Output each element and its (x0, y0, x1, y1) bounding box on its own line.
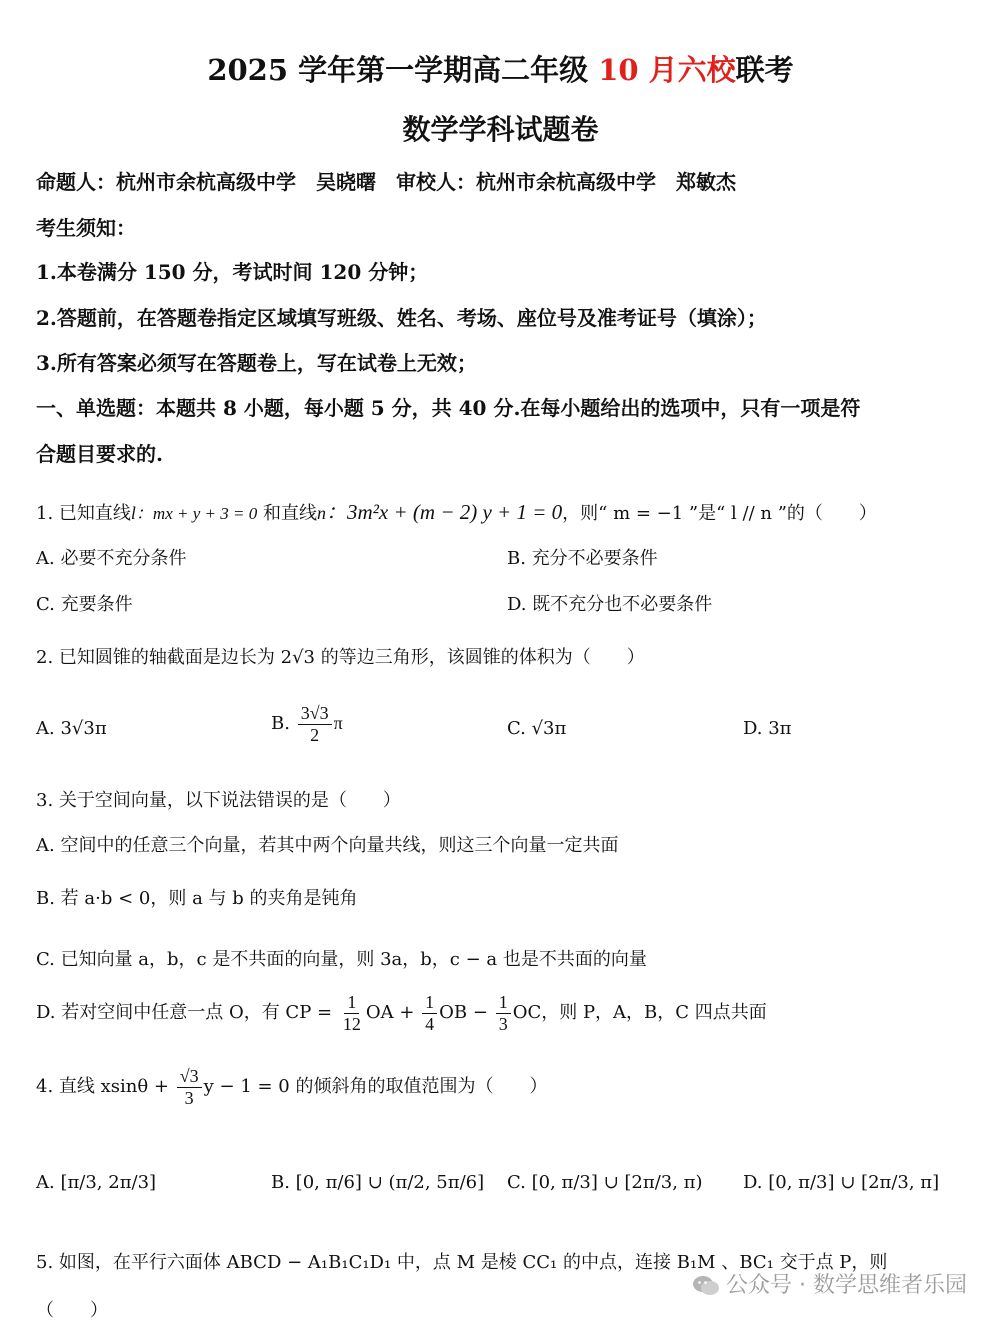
question-5-paren: （ ） (36, 1300, 108, 1321)
q4-option-a: A. [π/3, 2π/3] (36, 1172, 157, 1193)
q1-option-b: B. 充分不必要条件 (507, 548, 658, 569)
authors-line: 命题人：杭州市余杭高级中学 吴晓曙 审校人：杭州市余杭高级中学 郑敏杰 (36, 170, 736, 194)
question-1-stem: 1. 已知直线l：mx + y + 3 = 0 和直线n：3m²x + (m − 2) y + 1 = 0，则“ m = −1 ”是“ l // n ”的（ ） (36, 500, 877, 524)
question-2-stem: 2. 已知圆锥的轴截面是边长为 2√3 的等边三角形，该圆锥的体积为（ ） (36, 647, 645, 668)
q3-option-c: C. 已知向量 a，b，c 是不共面的向量，则 3a，b，c − a 也是不共面的向量 (36, 949, 647, 970)
q4-option-b: B. [0, π/6] ∪ (π/2, 5π/6] (271, 1172, 485, 1193)
q1-option-c: C. 充要条件 (36, 594, 133, 615)
exam-title (0, 48, 1001, 89)
q3-option-d: D. 若对空间中任意一点 O，有 CP = $\frac{1}{12}$ OA + $\frac{1}{4}$ OB − $\frac{1}{3}$ OC，则 P，A，B，C 四点共面 (36, 992, 767, 1034)
question-3-stem: 3. 关于空间向量，以下说法错误的是（ ） (36, 790, 401, 811)
section-heading-line2: 合题目要求的. (36, 442, 163, 466)
q2-option-d: D. 3π (743, 718, 792, 739)
q4-option-c: C. [0, π/3] ∪ [2π/3, π) (507, 1172, 703, 1193)
title-part2: 联考 (735, 53, 794, 87)
q1-option-d: D. 既不充分也不必要条件 (507, 594, 713, 615)
title-highlight: 10 月六校 (598, 53, 736, 87)
q3-option-b: B. 若 a·b < 0，则 a 与 b 的夹角是钝角 (36, 888, 358, 909)
q1-option-a: A. 必要不充分条件 (36, 548, 187, 569)
q3-option-a: A. 空间中的任意三个向量，若其中两个向量共线，则这三个向量一定共面 (36, 835, 619, 856)
section-heading-line1: 一、单选题：本题共 8 小题，每小题 5 分，共 40 分.在每小题给出的选项中，只有一项是符 (36, 396, 861, 420)
exam-subtitle: 数学学科试题卷 (402, 113, 599, 146)
title-part1: 2025 学年第一学期高二年级 (207, 53, 599, 87)
watermark (692, 1268, 967, 1299)
notice-2: 2.答题前，在答题卷指定区域填写班级、姓名、考场、座位号及准考证号（填涂）； (36, 306, 767, 330)
q2-b-fraction: $\frac{3√3}{2}$ (298, 703, 332, 745)
notice-1: 1.本卷满分 150 分，考试时间 120 分钟； (36, 260, 429, 284)
wechat-icon (692, 1275, 720, 1297)
question-4-stem: 4. 直线 xsinθ + $\frac{√3}{3}$ y − 1 = 0 的倾斜角的取值范围为（ ） (36, 1066, 548, 1108)
notice-3: 3.所有答案必须写在答题卷上，写在试卷上无效； (36, 351, 477, 375)
q2-option-b: B. $\frac{3√3}{2}$ π (271, 703, 343, 745)
q4-option-d: D. [0, π/3] ∪ [2π/3, π] (743, 1172, 940, 1193)
notice-title: 考生须知： (36, 216, 136, 240)
question-5-stem: 5. 如图，在平行六面体 ABCD − A₁B₁C₁D₁ 中，点 M 是棱 CC₁ 的中点，连接 B₁M 、BC₁ 交于点 P，则 (36, 1252, 888, 1273)
watermark-text: 公众号 · 数学思维者乐园 (726, 1273, 967, 1298)
q2-option-c: C. √3π (507, 718, 567, 739)
q2-option-a: A. 3√3π (36, 718, 107, 739)
